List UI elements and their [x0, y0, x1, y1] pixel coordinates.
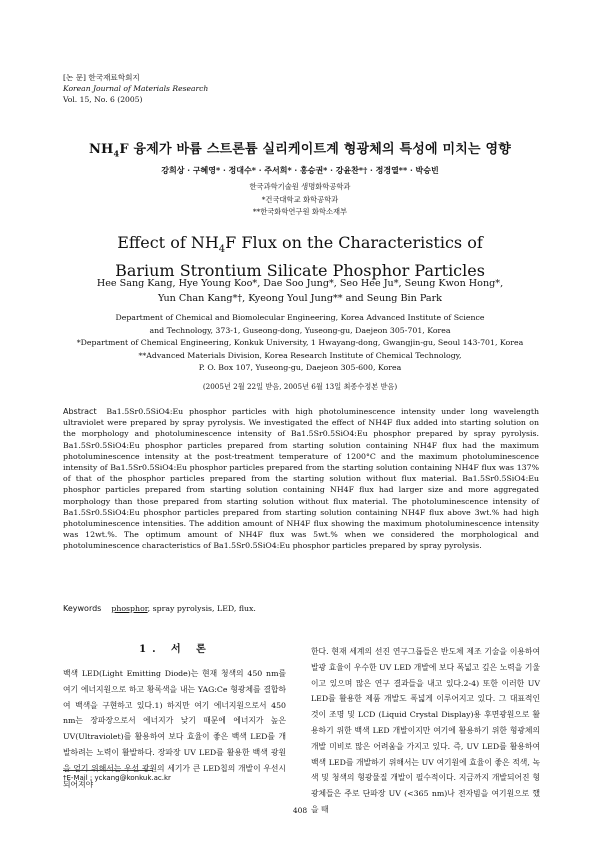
english-title-line2: Barium Strontium Silicate Phosphor Particles: [115, 261, 485, 281]
abstract-text: Ba1.5Sr0.5SiO4:Eu phosphor particles with high photoluminescence intensity under long wavelength ultraviolet were prepared by spray pyrolysis. We investigated the effect of NH4F flux added into starting solution on the morphology and photoluminescence intensity of Ba1.5Sr0.5SiO4:Eu phosphor prepared by spray pyrolysis. Ba1.5Sr0.5SiO4:Eu phosphor particles prepared from starting solution containing NH4F flux had the maximum photoluminescence intensity at the post-treatment temperature of 1200°C and the maximum photoluminescence intensity of Ba1.5Sr0.5SiO4:Eu phosphor particles prepared from the starting solution containing NH4F flux was 137% of that of the phosphor particles prepared from the starting solution without flux material. Ba1.5Sr0.5SiO4:Eu phosphor particles prepared from starting solution containing NH4F flux had larger size and more aggregated morphology than those prepared from starting solution without flux material. The photoluminescence intensity of Ba1.5Sr0.5SiO4:Eu phosphor particles prepared from starting solution containing NH4F flux above 3wt.% had high photoluminescence intensities. The addition amount of NH4F flux showing the maximum photoluminescence intensity was 12wt.%. The optimum amount of NH4F flux was 5wt.% when we considered the morphological and photoluminescence characteristics of Ba1.5Sr0.5SiO4:Eu phosphor particles prepared by spray pyrolysis.: [63, 407, 539, 551]
korean-title-prefix: NH: [88, 142, 114, 157]
journal-header-line2: Korean Journal of Materials Research: [63, 84, 209, 93]
english-authors-line1: Hee Sang Kang, Hye Young Koo*, Dae Soo Jung*, Seo Hee Ju*, Seung Kwon Hong*,: [96, 278, 504, 289]
keyword-link[interactable]: phosphor: [111, 604, 148, 613]
footnote-rule: [63, 770, 153, 771]
journal-header: [63, 72, 208, 105]
korean-title: [0, 138, 600, 159]
english-affiliation: **Advanced Materials Division, Korea Research Institute of Chemical Technology,: [138, 350, 462, 360]
korean-affiliation: 한국과학기술원 생명화학공학과: [249, 182, 351, 191]
keywords: [63, 604, 539, 613]
english-affiliation: P. O. Box 107, Yuseong-gu, Daejeon 305-600, Korea: [198, 363, 402, 373]
abstract-label: Abstract: [63, 407, 97, 416]
english-affiliation: Department of Chemical and Biomolecular Engineering, Korea Advanced Institute of Science: [115, 313, 485, 322]
korean-title-sub: 4: [113, 148, 120, 159]
english-affiliation: and Technology, 373-1, Guseong-dong, Yuseong-gu, Daejeon 305-701, Korea: [149, 325, 451, 335]
body-column-right: 한다. 현재 세계의 선진 연구그룹들은 반도체 제조 기술을 이용하여 발광 효율이 우수한 UV LED 개발에 보다 폭넓고 깊은 노력을 기울이고 있으며 많은 연구 결과들을 내고 있다.2-4) 또한 이러한 UV LED를 활용한 제품 개발도 폭넓게 이루어지고 있다. 그 대표적인 것이 조명 및 LCD (Liquid Crystal Display)용 후면광원으로 활용하기 위한 백색 LED 개발이지만 여기에 활용하기 위한 형광체의 개발 미비로 많은 어려움을 가지고 있다. 즉, UV LED를 활용하여 백색 LED를 개발하기 위해서는 UV 여기원에 효율이 좋은 적색, 녹색 및 청색의 형광물질 개발이 필수적이다. 지금까지 개발되어진 형광체들은 주로 단파장 UV (<365 nm)나 전자빔을 여기원으로 했을 때: [311, 647, 540, 814]
korean-title-rest: F 융제가 바륨 스트론튬 실리케이트계 형광체의 특성에 미치는 영향: [119, 142, 512, 157]
journal-header-line1: [논 문] 한국재료학회지: [63, 73, 140, 82]
received-dates: (2005년 2월 22일 받음, 2005년 6월 13일 최종수정본 받음): [202, 382, 398, 391]
journal-header-line3: Vol. 15, No. 6 (2005): [63, 95, 143, 104]
keywords-rest: , spray pyrolysis, LED, flux.: [147, 604, 256, 613]
footnote-email: †E-Mail : yckang@konkuk.ac.kr: [63, 774, 171, 782]
english-authors: [0, 276, 600, 306]
english-title: [0, 232, 600, 281]
abstract: [63, 406, 539, 552]
english-affiliations: [40, 312, 560, 375]
section-heading: 1. 서 론: [139, 644, 212, 655]
english-authors-line2: Yun Chan Kang*†, Kyeong Youl Jung** and Seung Bin Park: [157, 293, 442, 304]
english-title-pre: Effect of NH: [117, 233, 219, 252]
body-column-left: 백색 LED(Light Emitting Diode)는 현재 청색의 450 nm를 여기 에너지원으로 하고 황록색을 내는 YAG:Ce 형광체를 결합하여 백색을 구현하고 있다.1) 하지만 여기 에너지원으로서 450 nm는 장파장으로서 에너지가 낮기 때문에 에너지가 높은 UV(Ultraviolet)를 활용하여 보다 효율이 좋은 백색 LED를 개발하려는 노력이 활발하다. 장파장 UV LED를 활용한 백색 광원을 얻기 위해서는 우선 광원의 세기가 큰 LED칩의 개발이 우선시 되어져야: [63, 669, 286, 789]
keywords-label: Keywords: [63, 604, 102, 613]
page-number: 408: [292, 806, 308, 815]
english-title-post: F Flux on the Characteristics of: [225, 233, 483, 252]
english-affiliation: *Department of Chemical Engineering, Konkuk University, 1 Hwayang-dong, Gwangjin-gu, Seoul 143-701, Korea: [76, 338, 524, 348]
korean-affiliation: *건국대학교 화학공학과: [261, 194, 339, 204]
korean-affiliation: **한국화학연구원 화학소재부: [252, 207, 348, 216]
english-title-sub: 4: [218, 244, 226, 256]
korean-affiliations: [0, 181, 600, 219]
korean-authors: 강희상 · 구혜영* · 정대수* · 주서희* · 홍승권* · 강윤찬*† · 정경열** · 박승빈: [161, 165, 439, 175]
english-title-line1: [0, 232, 600, 260]
